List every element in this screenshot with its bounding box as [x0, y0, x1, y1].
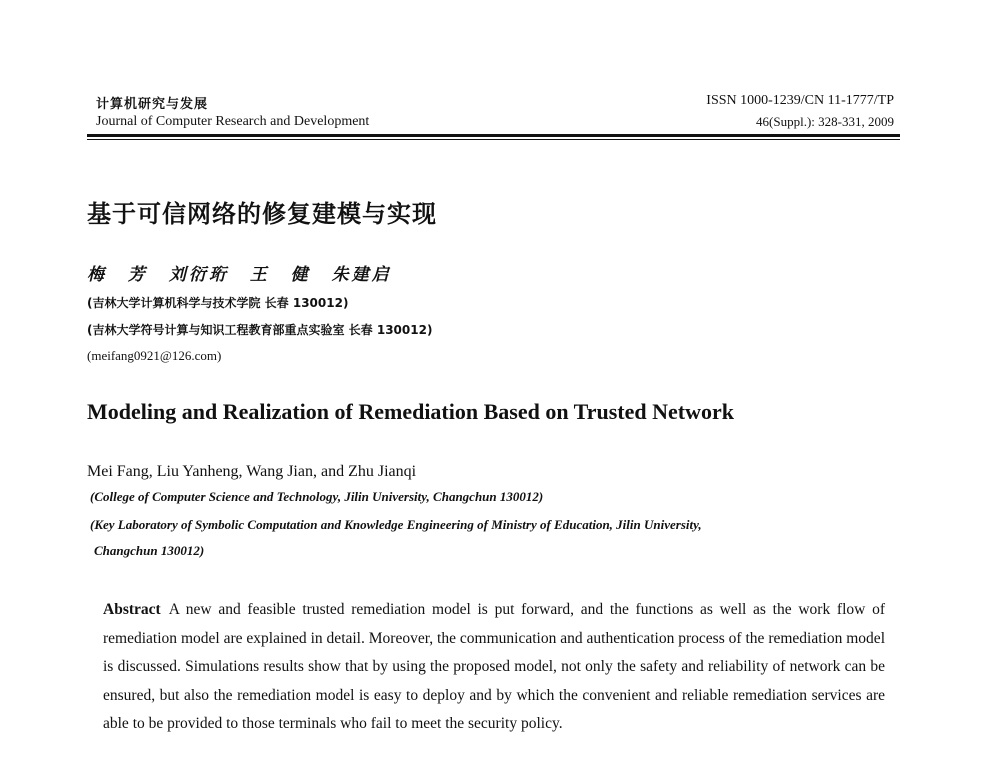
affiliation-english-2-continued: Changchun 130012): [94, 543, 205, 558]
issn-number: ISSN 1000-1239/CN 11-1777/TP: [706, 93, 894, 108]
authors-english: Mei Fang, Liu Yanheng, Wang Jian, and Zhu Jianqi: [87, 463, 417, 480]
affiliation-english-1: (College of Computer Science and Technology, Jilin University, Changchun 130012): [90, 489, 544, 504]
abstract-label: Abstract: [103, 601, 161, 618]
paper-title-chinese: 基于可信网络的修复建模与实现: [87, 200, 437, 228]
paper-title-english: Modeling and Realization of Remediation Based on Trusted Network: [87, 399, 734, 424]
header-rule-thin: [87, 139, 900, 140]
journal-name-chinese: 计算机研究与发展: [96, 97, 209, 112]
volume-pages: 46(Suppl.): 328-331, 2009: [756, 114, 894, 129]
affiliation-chinese-2: (吉林大学符号计算与知识工程教育部重点实验室 长春 130012): [87, 323, 433, 337]
journal-name-english: Journal of Computer Research and Development: [96, 114, 370, 129]
affiliation-chinese-1: (吉林大学计算机科学与技术学院 长春 130012): [87, 296, 349, 310]
author-email: (meifang0921@126.com): [87, 348, 222, 363]
authors-chinese: 梅 芳 刘衍珩 王 健 朱建启: [87, 265, 392, 285]
abstract-text: A new and feasible trusted remediation model is put forward, and the functions as well as the work flow of remediation model are explained in detail. Moreover, the communication and authentication process of the remediation model is discussed. Simulations results show that by using the proposed model, not only the safety and reliability of network can be ensured, but also the remediation model is easy to deploy and by which the convenient and reliable remediation services are able to be provided to those terminals who fail to meet the security policy.: [103, 601, 885, 732]
header-rule-thick: [87, 134, 900, 137]
affiliation-english-2: (Key Laboratory of Symbolic Computation and Knowledge Engineering of Ministry of Education, Jilin University,: [90, 517, 702, 532]
abstract-section: [103, 596, 885, 739]
